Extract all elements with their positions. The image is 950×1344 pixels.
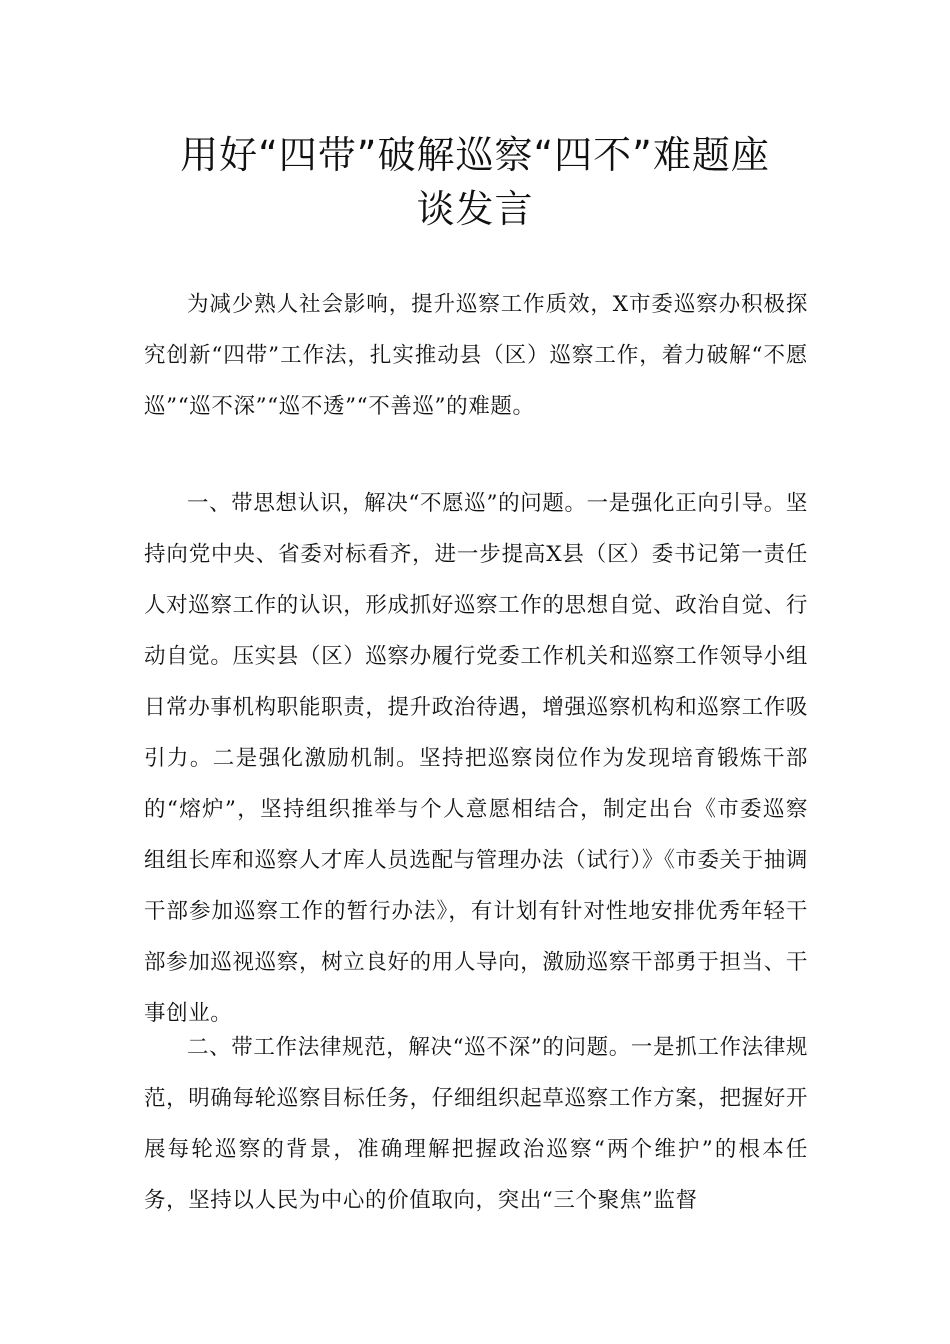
paragraph-intro: 为减少熟人社会影响，提升巡察工作质效，X市委巡察办积极探究创新“四带”工作法，扎实推动县（区）巡察工作，着力破解“不愿巡”“巡不深”“巡不透”“不善巡”的难题。 (144, 292, 808, 419)
title-line-2: 谈发言 (416, 187, 534, 231)
title-line-1: 用好“四带”破解巡察“四不”难题座 (180, 133, 770, 177)
paragraph-section-2: 二、带工作法律规范，解决“巡不深”的问题。一是抓工作法律规范，明确每轮巡察目标任务，仔细组织起草巡察工作方案，把握好开展每轮巡察的背景，准确理解把握政治巡察“两个维护”的根本任务，坚持以人民为中心的价值取向，突出“三个聚焦”监督 (144, 1035, 808, 1213)
paragraph-section-1: 一、带思想认识，解决“不愿巡”的问题。一是强化正向引导。坚持向党中央、省委对标看齐，进一步提高X县（区）委书记第一责任人对巡察工作的认识，形成抓好巡察工作的思想自觉、政治自觉、行动自觉。压实县（区）巡察办履行党委工作机关和巡察工作领导小组日常办事机构职能职责，提升政治待遇，增强巡察机构和巡察工作吸引力。二是强化激励机制。坚持把巡察岗位作为发现培育锻炼干部的“熔炉”，坚持组织推举与个人意愿相结合，制定出台《市委巡察组组长库和巡察人才库人员选配与管理办法（试行）》《市委关于抽调干部参加巡察工作的暂行办法》，有计划有针对性地安排优秀年轻干部参加巡视巡察，树立良好的用人导向，激励巡察干部勇于担当、干事创业。 (144, 491, 808, 1026)
document-title (140, 128, 810, 236)
